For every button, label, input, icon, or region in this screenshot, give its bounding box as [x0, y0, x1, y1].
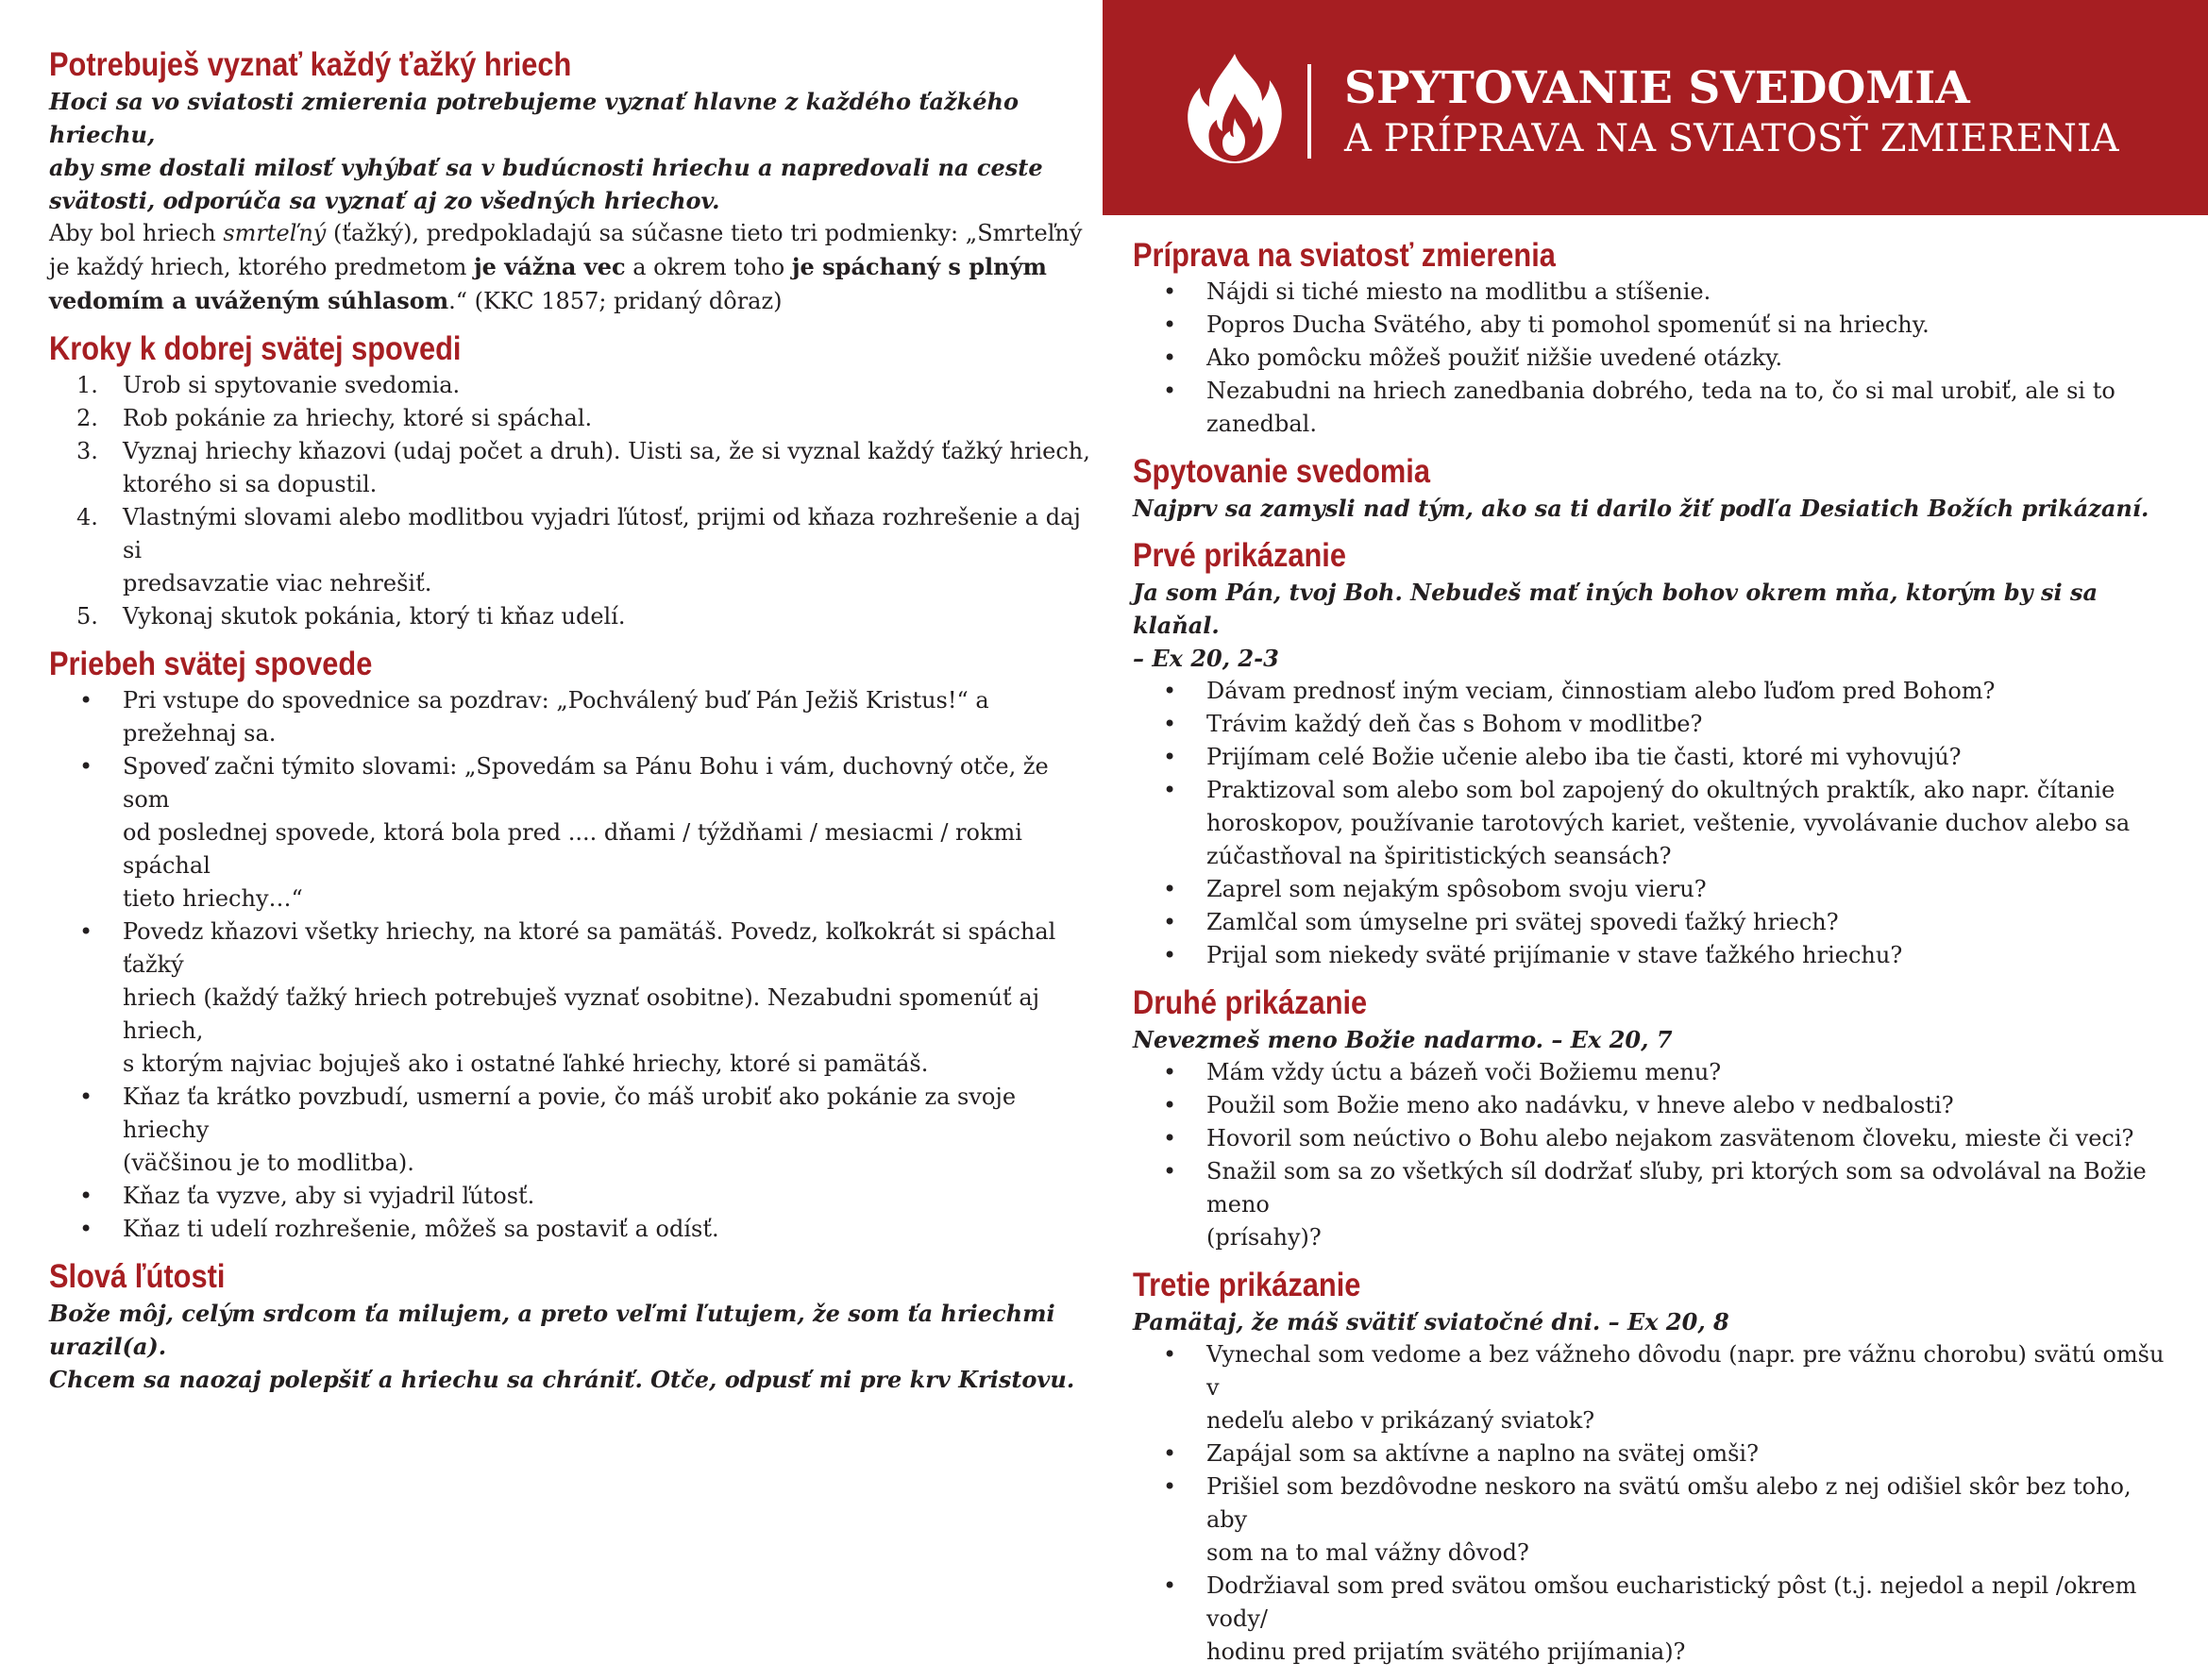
section-heading: Potrebuješ vyznať každý ťažký hriech [49, 46, 572, 83]
item-line: • Zapájal som sa aktívne a naplno na svätej omši? [1206, 1440, 1759, 1467]
list-item [49, 402, 1092, 435]
bullet-list [1133, 675, 2171, 972]
header-banner [1103, 0, 2208, 215]
page-subtitle: A PRÍPRAVA NA SVIATOSŤ ZMIERENIA [1344, 117, 2119, 160]
item-line: ktorého si sa dopustil. [123, 471, 378, 497]
list-item [1133, 1338, 2171, 1437]
item-line: • Prijal som niekedy sväté prijímanie v stave ťažkého hriechu? [1206, 942, 1903, 968]
list-item [1133, 1089, 2171, 1122]
list-item [49, 684, 1092, 750]
item-line: Urob si spytovanie svedomia. [123, 372, 461, 398]
lead-line: Hoci sa vo sviatosti zmierenia potrebujeme vyznať hlavne z každého ťažkého hriechu, [49, 88, 1019, 148]
section-heading: Prvé prikázanie [1133, 537, 1346, 574]
lead-line: – Ex 20, 2-3 [1133, 645, 1279, 672]
right-column [1133, 236, 2171, 1680]
section-heading: Slová ľútosti [49, 1258, 226, 1295]
item-line: Vykonaj skutok pokánia, ktorý ti kňaz udelí. [123, 603, 626, 630]
item-line: • Zaprel som nejakým spôsobom svoju vieru? [1206, 876, 1707, 902]
text-run: .“ (KKC 1857; pridaný dôraz) [448, 288, 783, 314]
item-line: • Nájdi si tiché miesto na modlitbu a stíšenie. [1206, 278, 1711, 305]
lead-line: Nevezmeš meno Božie nadarmo. – Ex 20, 7 [1133, 1026, 1673, 1053]
item-line: • Ako pomôcku môžeš použiť nižšie uvedené otázky. [1206, 344, 1783, 371]
lead-line: svätosti, odporúča sa vyznať aj zo všedných hriechov. [49, 187, 720, 214]
section-examination [1133, 452, 2171, 525]
left-column [49, 45, 1092, 1407]
list-item [49, 1213, 1092, 1246]
item-line: predsavzatie viac nehrešiť. [123, 570, 432, 596]
text-run-bold: je vážna vec [473, 253, 626, 280]
text-run: je každý hriech, ktorého predmetom [49, 254, 474, 280]
list-item [49, 1081, 1092, 1180]
text-run: (ťažký), predpokladajú sa súčasne tieto tri podmienky: „Smrteľný [326, 220, 1083, 246]
bullet-list [1133, 1056, 2171, 1254]
item-line: • Trávim každý deň čas s Bohom v modlitbe? [1206, 711, 1703, 737]
item-line: • Mám vždy úctu a bázeň voči Božiemu menu? [1206, 1059, 1722, 1085]
list-item [1133, 342, 2171, 375]
list-item [1133, 375, 2171, 441]
text-run-italic: smrteľný [223, 220, 327, 246]
item-line: Vlastnými slovami alebo modlitbou vyjadri ľútosť, prijmi od kňaza rozhrešenie a daj si [123, 504, 1081, 563]
bullet-list [49, 684, 1092, 1246]
item-line: • Prišiel som bezdôvodne neskoro na svätú omšu alebo z nej odišiel skôr bez toho, aby [1206, 1473, 2132, 1533]
item-line: • Dodržiaval som pred svätou omšou eucharistický pôst (t.j. nejedol a nepil /okrem vody/ [1206, 1572, 2137, 1632]
list-item [1133, 1437, 2171, 1470]
list-item [49, 916, 1092, 1081]
item-line: • Kňaz ťa vyzve, aby si vyjadril ľútosť. [123, 1183, 535, 1209]
list-item [1133, 774, 2171, 873]
section-heading: Kroky k dobrej svätej spovedi [49, 330, 462, 367]
list-item [49, 435, 1092, 501]
item-line: • Vynechal som vedome a bez vážneho dôvodu (napr. pre vážnu chorobu) svätú omšu v [1206, 1341, 2165, 1401]
list-item [1133, 708, 2171, 741]
item-line: • Použil som Božie meno ako nadávku, v hneve alebo v nedbalosti? [1206, 1092, 1954, 1118]
list-item [1133, 906, 2171, 939]
paragraph-line [49, 250, 1092, 284]
list-item [1133, 1056, 2171, 1089]
lead-line: Najprv sa zamysli nad tým, ako sa ti darilo žiť podľa Desiatich Božích prikázaní. [1133, 495, 2149, 522]
list-item [1133, 1570, 2171, 1669]
bullet-list [1133, 1338, 2171, 1669]
section-act-of-contrition [49, 1257, 1092, 1396]
bullet-list [1133, 276, 2171, 441]
list-item [1133, 276, 2171, 309]
item-line: s ktorým najviac bojuješ ako i ostatné ľahké hriechy, ktoré si pamätáš. [123, 1050, 929, 1077]
numbered-list [49, 369, 1092, 633]
section-heading: Tretie prikázanie [1133, 1267, 1361, 1303]
list-item [1133, 1155, 2171, 1254]
item-line: • Pri vstupe do spovednice sa pozdrav: „Pochválený buď Pán Ježiš Kristus!“ a prežehnaj sa. [123, 687, 989, 747]
section-steps [49, 329, 1092, 633]
item-line: (prísahy)? [1206, 1224, 1322, 1251]
item-line: • Kňaz ti udelí rozhrešenie, môžeš sa postaviť a odísť. [123, 1216, 719, 1242]
lead-line: Bože môj, celým srdcom ťa milujem, a preto veľmi ľutujem, že som ťa hriechmi urazil(a). [49, 1300, 1055, 1360]
list-item [49, 750, 1092, 916]
item-number: 1. [76, 372, 98, 398]
item-line: od poslednej spovede, ktorá bola pred .... dňami / týždňami / mesiacmi / rokmi spáchal [123, 819, 1022, 879]
item-number: 3. [76, 438, 98, 464]
list-item [49, 501, 1092, 600]
lead-line: aby sme dostali milosť vyhýbať sa v budúcnosti hriechu a napredovali na ceste [49, 154, 1043, 181]
section-heading: Príprava na sviatosť zmierenia [1133, 237, 1556, 274]
list-item [1133, 1470, 2171, 1570]
item-line: tieto hriechy…“ [123, 885, 303, 912]
item-line: Rob pokánie za hriechy, ktoré si spáchal. [123, 405, 593, 431]
item-line: Vyznaj hriechy kňazovi (udaj počet a druh). Uisti sa, že si vyznal každý ťažký hriech, [123, 438, 1090, 464]
lead-line: Chcem sa naozaj polepšiť a hriechu sa chrániť. Otče, odpusť mi pre krv Kristovu. [49, 1366, 1075, 1393]
list-item [1133, 1122, 2171, 1155]
section-heading: Druhé prikázanie [1133, 984, 1368, 1021]
page-title: SPYTOVANIE SVEDOMIA [1344, 62, 1970, 114]
item-number: 5. [76, 603, 98, 630]
flame-icon [1183, 52, 1287, 165]
section-first-commandment [1133, 536, 2171, 972]
text-run-bold: je spáchaný s plným [791, 253, 1047, 280]
list-item [1133, 873, 2171, 906]
text-run-bold: vedomím a uváženým súhlasom [49, 287, 449, 314]
item-line: • Snažil som sa zo všetkých síl dodržať sľuby, pri ktorých som sa odvolával na Božie meno [1206, 1158, 2147, 1218]
list-item [1133, 939, 2171, 972]
item-line: • Dávam prednosť iným veciam, činnostiam alebo ľuďom pred Bohom? [1206, 678, 1996, 704]
item-line: (väčšinou je to modlitba). [123, 1150, 414, 1176]
item-line: • Zamlčal som úmyselne pri svätej spovedi ťažký hriech? [1206, 909, 1839, 935]
paragraph-line [49, 284, 1092, 318]
section-confession-procedure [49, 645, 1092, 1246]
item-line: • Popros Ducha Svätého, aby ti pomohol spomenúť si na hriechy. [1206, 311, 1930, 338]
item-line: • Praktizoval som alebo som bol zapojený do okultných praktík, ako napr. čítanie [1206, 777, 2115, 803]
section-third-commandment [1133, 1266, 2171, 1669]
item-line: • Prijímam celé Božie učenie alebo iba tie časti, ktoré mi vyhovujú? [1206, 744, 1962, 770]
item-line: • Hovoril som neúctivo o Bohu alebo nejakom zasvätenom človeku, mieste či veci? [1206, 1125, 2134, 1151]
section-confess-mortal-sins [49, 45, 1092, 318]
section-heading: Priebeh svätej spovede [49, 646, 373, 682]
item-line: • Povedz kňazovi všetky hriechy, na ktoré sa pamätáš. Povedz, koľkokrát si spáchal ťažký [123, 918, 1056, 978]
section-heading: Spytovanie svedomia [1133, 453, 1430, 490]
list-item [49, 1180, 1092, 1213]
item-line: • Nezabudni na hriech zanedbania dobrého, teda na to, čo si mal urobiť, ale si to zanedbal. [1206, 378, 2115, 437]
list-item [1133, 675, 2171, 708]
lead-line: Pamätaj, že máš svätiť sviatočné dni. – Ex 20, 8 [1133, 1308, 1729, 1336]
item-number: 4. [76, 504, 98, 530]
item-line: • Kňaz ťa krátko povzbudí, usmerní a povie, čo máš urobiť ako pokánie za svoje hriechy [123, 1084, 1017, 1143]
section-preparation [1133, 236, 2171, 441]
item-line: hriech (každý ťažký hriech potrebuješ vyznať osobitne). Nezabudni spomenúť aj hriech, [123, 984, 1040, 1044]
list-item [49, 369, 1092, 402]
item-line: som na to mal vážny dôvod? [1206, 1539, 1529, 1566]
list-item [1133, 741, 2171, 774]
item-line: hodinu pred prijatím svätého prijímania)? [1206, 1638, 1686, 1665]
item-line: horoskopov, používanie tarotových kariet, veštenie, vyvolávanie duchov alebo sa [1206, 810, 2131, 836]
list-item [49, 600, 1092, 633]
paragraph-line [49, 217, 1092, 250]
section-second-commandment [1133, 983, 2171, 1254]
list-item [1133, 309, 2171, 342]
text-run: Aby bol hriech [49, 220, 224, 246]
item-line: zúčastňoval na špiritistických seansách? [1206, 843, 1672, 869]
item-line: • Spoveď začni týmito slovami: „Spovedám sa Pánu Bohu i vám, duchovný otče, že som [123, 753, 1049, 813]
item-number: 2. [76, 405, 98, 431]
text-run: a okrem toho [625, 254, 792, 280]
item-line: nedeľu alebo v prikázaný sviatok? [1206, 1407, 1595, 1434]
lead-line: Ja som Pán, tvoj Boh. Nebudeš mať iných bohov okrem mňa, ktorým by si sa klaňal. [1133, 579, 2098, 639]
header-divider [1307, 64, 1311, 159]
